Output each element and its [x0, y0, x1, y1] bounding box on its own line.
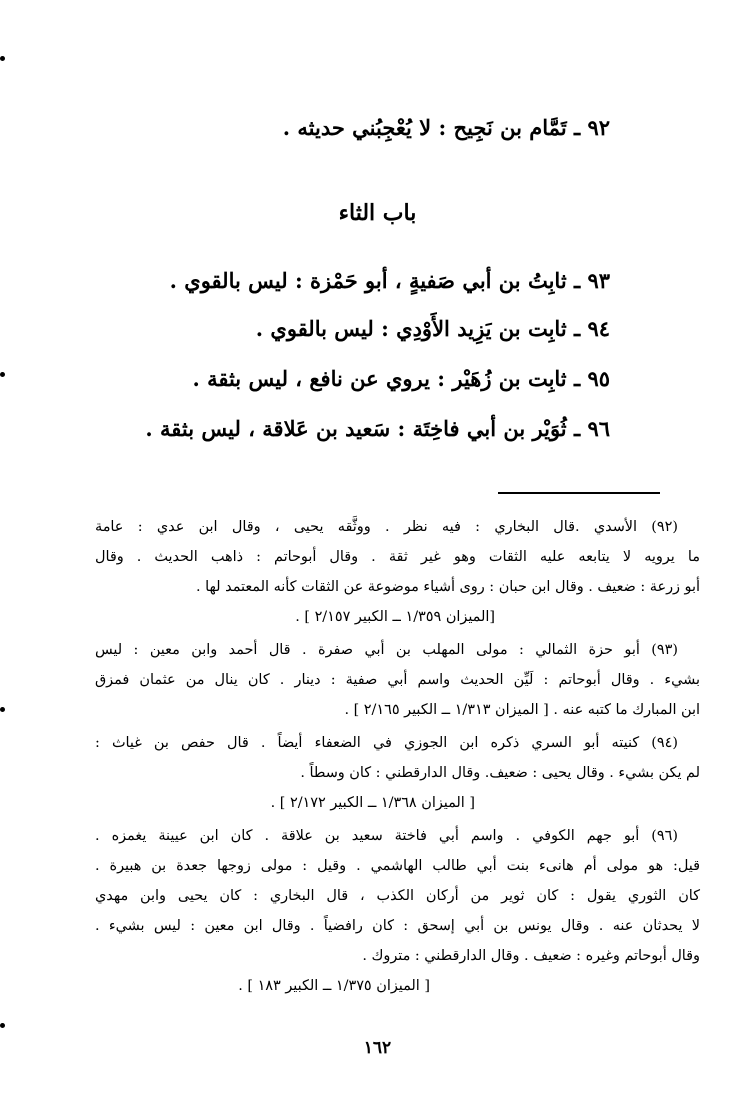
footnote-line: أبو زرعة : ضعيف . وقال ابن حبان : روى أشياء موضوعة عن الثقات كأنه المعتمد لها .	[196, 579, 700, 595]
margin-mark	[0, 707, 5, 712]
footnote-line: (٩٦) أبو جهم الكوفي . واسم أبي فاختة سعيد بن علاقة . كان ابن عيينة يغمزه .	[95, 828, 679, 844]
margin-mark	[0, 372, 5, 377]
footnote-reference: [الميزان ١/٣٥٩ ــ الكبير ٢/١٥٧ ] .	[295, 609, 495, 625]
footnote-line: (٩٣) أبو حزة الثمالي : مولى المهلب بن أبي صفرة . قال أحمد وابن معين : ليس	[95, 642, 678, 658]
page-number: ١٦٢	[363, 1038, 392, 1058]
margin-mark	[0, 56, 5, 61]
section-heading: باب الثاء	[338, 200, 417, 226]
footnote-line: لا يحدثان عنه . وقال يونس بن أبي إسحق : كان رافضياً . وقال ابن معين : ليس بشيء .	[95, 918, 700, 934]
footnotes	[95, 512, 700, 1004]
footnote-93	[95, 635, 700, 725]
footnote-line: لم يكن بشيء . وقال يحيى : ضعيف. وقال الدارقطني : كان وسطاً .	[300, 765, 700, 781]
footnote-separator	[498, 492, 660, 494]
footnote-92	[95, 512, 700, 632]
entry-93: ٩٣ ـ ثابِتُ بن أبي صَفيةٍ ، أبو حَمْزة : ليس بالقوي .	[169, 268, 610, 293]
entry-96: ٩٦ ـ ثُوَيْر بن أبي فاخِتَة : سَعيد بن عَلاقة ، ليس بثقة .	[145, 416, 610, 441]
footnote-reference: [ الميزان ١/٣٧٥ ــ الكبير ١٨٣ ] .	[238, 978, 430, 994]
footnote-line: وقال أبوحاتم وغيره : ضعيف . وقال الدارقطني : متروك .	[362, 948, 700, 964]
footnote-reference: [ الميزان ١/٣٦٨ ــ الكبير ٢/١٧٢ ] .	[270, 795, 475, 811]
footnote-96	[95, 821, 700, 1001]
entry-94: ٩٤ ـ ثابِت بن يَزِيد الأَوْدِي : ليس بالقوي .	[255, 316, 610, 341]
footnote-line: كان الثوري يقول : كان ثوير من أركان الكذب ، قال البخاري : كان يحيى وابن مهدي	[95, 888, 700, 904]
margin-mark	[0, 1023, 5, 1028]
footnote-line: قيل: هو مولى أم هانىء بنت أبي طالب الهاشمي . وقيل : مولى زوجها جعدة بن هبيرة .	[95, 858, 700, 874]
footnote-line: (٩٢) الأسدي .قال البخاري : فيه نظر . ووثَّقه يحيى ، وقال ابن عدي : عامة	[95, 519, 678, 535]
footnote-line: بشيء . وقال أبوحاتم : لَيِّن الحديث واسم أبي صفية : دينار . كان ينال من عثمان فمزق	[95, 672, 700, 688]
footnote-line: (٩٤) كنيته أبو السري ذكره ابن الجوزي في الضعفاء أيضاً . قال حفص بن غياث :	[95, 735, 678, 751]
footnote-line: ما يرويه لا يتابعه عليه الثقات وهو غير ثقة . وقال أبوحاتم : ذاهب الحديث . وقال	[95, 549, 700, 565]
entry-92: ٩٢ ـ تَمَّام بن نَجِيح : لا يُعْجِبُني حديثه .	[282, 115, 610, 140]
entry-95: ٩٥ ـ ثابِت بن زُهَيْر : يروي عن نافع ، ليس بثقة .	[192, 366, 610, 391]
footnote-94	[95, 728, 700, 818]
footnote-line: ابن المبارك ما كتبه عنه . [ الميزان ١/٣١٣ ــ الكبير ٢/١٦٥ ] .	[344, 702, 700, 718]
